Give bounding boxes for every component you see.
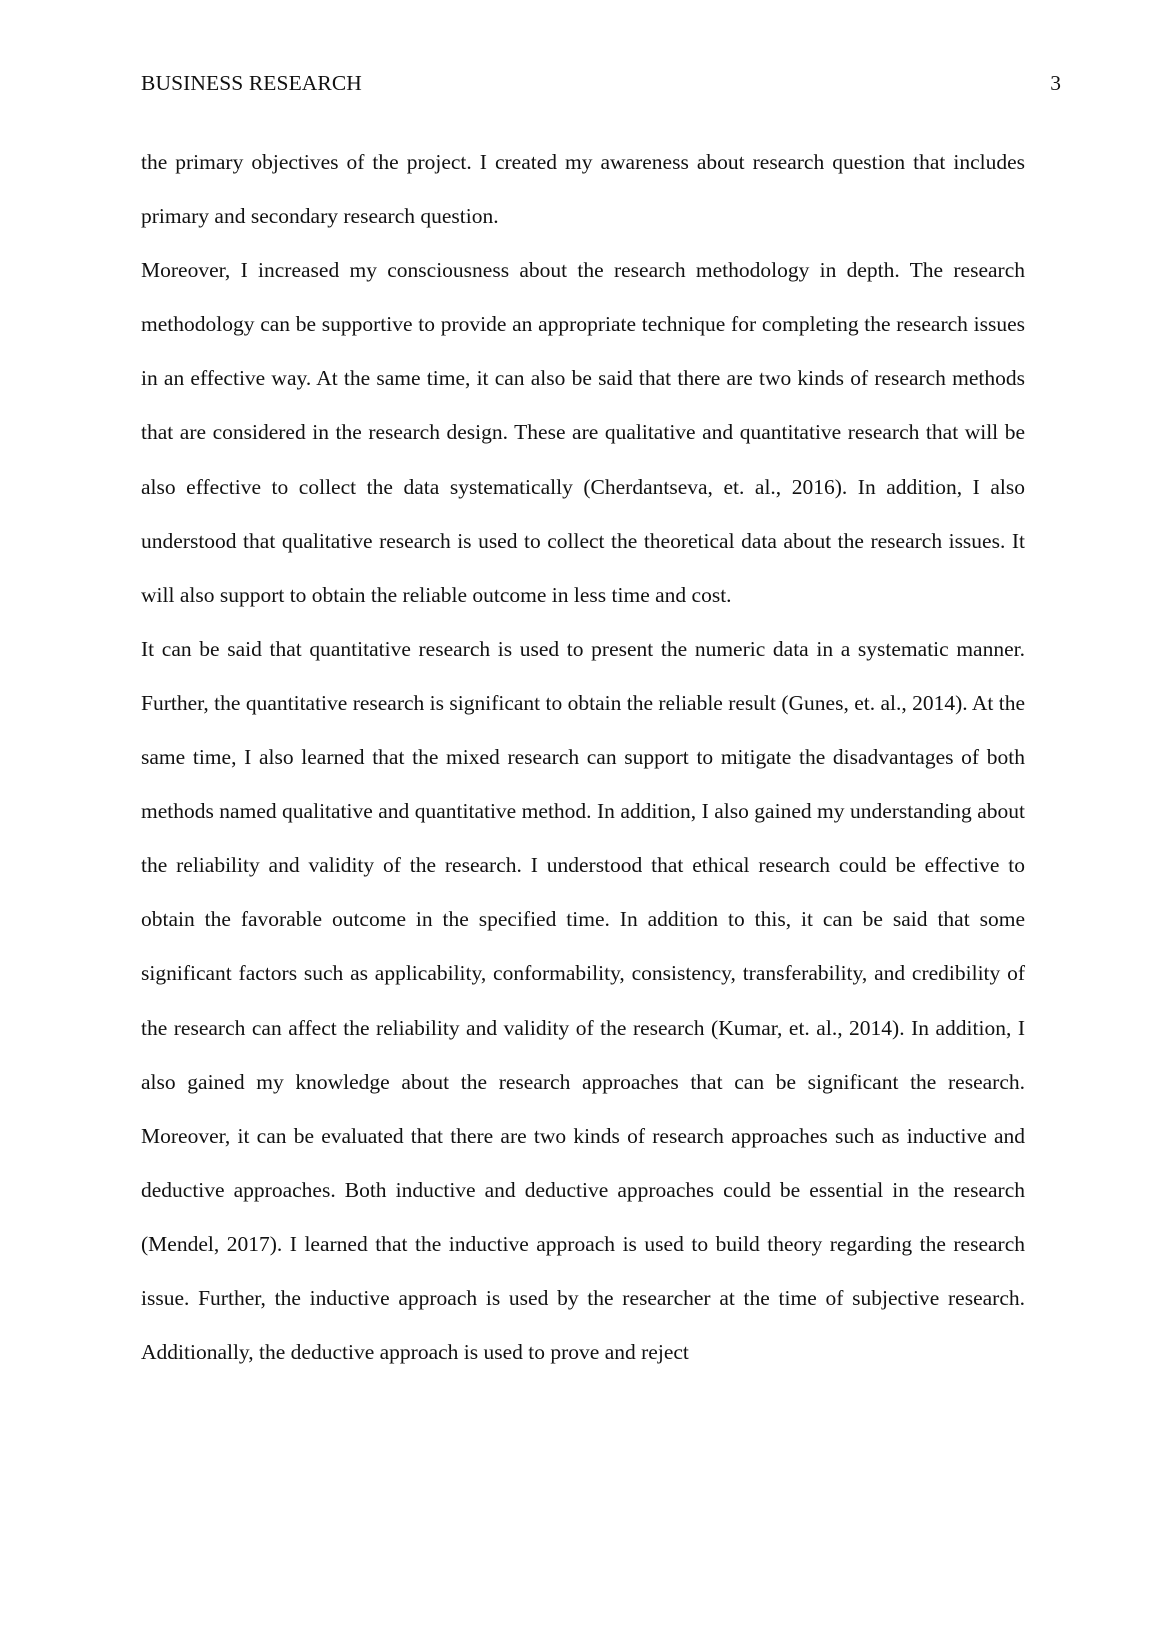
body-text <box>141 135 1025 1379</box>
paragraph: Moreover, I increased my consciousness about the research methodology in depth. The research methodology can be supportive to provide an appropriate technique for completing the research issues in an effective way. At the same time, it can also be said that there are two kinds of research methods that are considered in the research design. These are qualitative and quantitative research that will be also effective to collect the data systematically (Cherdantseva, et. al., 2016). In addition, I also understood that qualitative research is used to collect the theoretical data about the research issues. It will also support to obtain the reliable outcome in less time and cost. <box>141 258 1025 607</box>
paragraph: the primary objectives of the project. I created my awareness about research question that includes primary and secondary research question. <box>141 150 1025 229</box>
paragraph: It can be said that quantitative research is used to present the numeric data in a systematic manner. Further, the quantitative research is significant to obtain the reliable result (Gunes, et. al., 2014). At the same time, I also learned that the mixed research can support to mitigate the disadvantages of both methods named qualitative and quantitative method. In addition, I also gained my understanding about the reliability and validity of the research. I understood that ethical research could be effective to obtain the favorable outcome in the specified time. In addition to this, it can be said that some significant factors such as applicability, conformability, consistency, transferability, and credibility of the research can affect the reliability and validity of the research (Kumar, et. al., 2014). In addition, I also gained my knowledge about the research approaches that can be significant the research. Moreover, it can be evaluated that there are two kinds of research approaches such as inductive and deductive approaches. Both inductive and deductive approaches could be essential in the research (Mendel, 2017). I learned that the inductive approach is used to build theory regarding the research issue. Further, the inductive approach is used by the researcher at the time of subjective research. Additionally, the deductive approach is used to prove and reject <box>141 636 1025 1365</box>
running-head: BUSINESS RESEARCH <box>141 71 362 95</box>
page-number: 3 <box>1050 71 1061 95</box>
